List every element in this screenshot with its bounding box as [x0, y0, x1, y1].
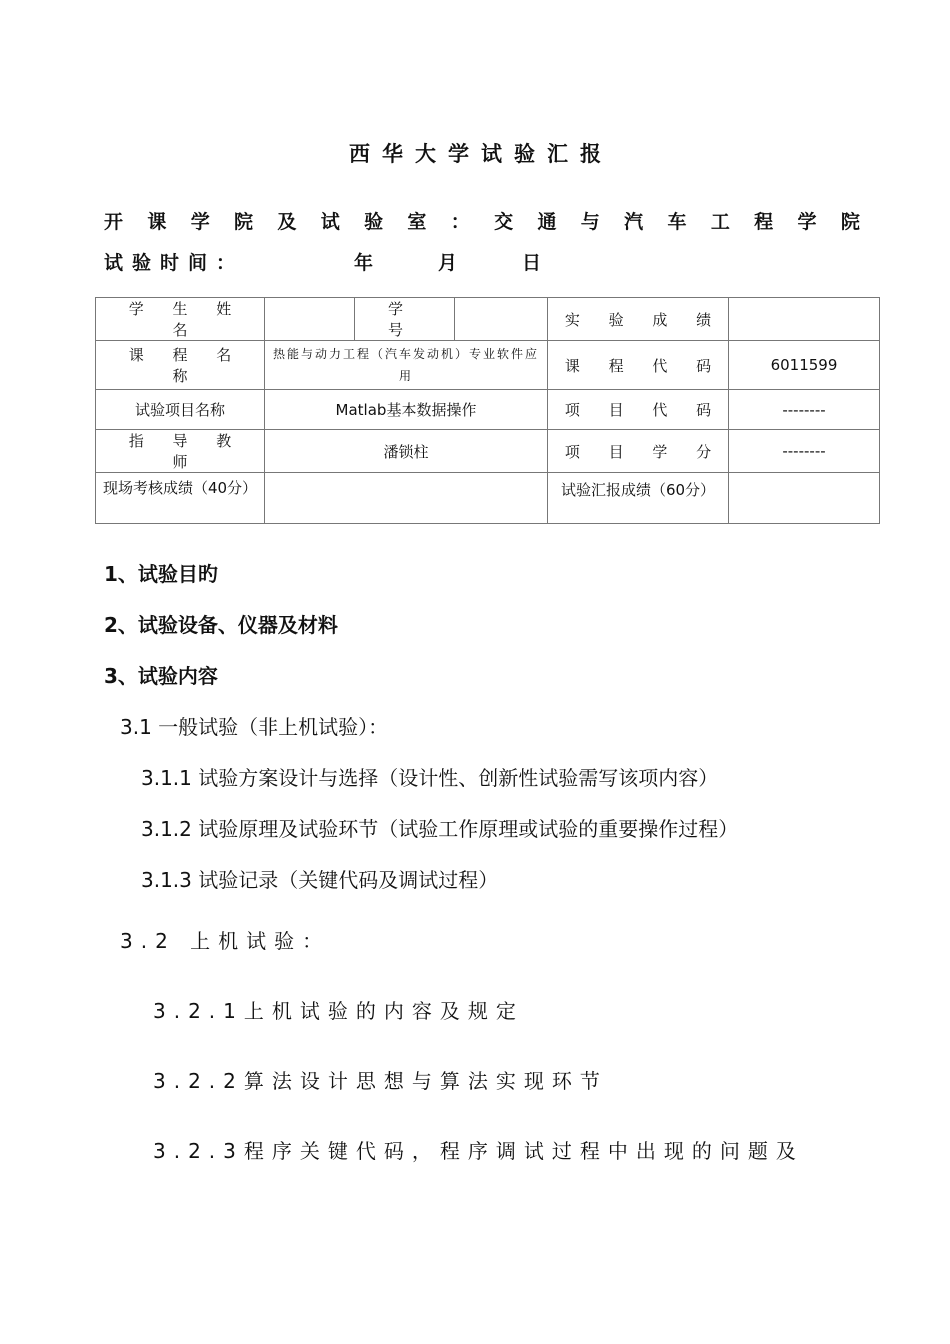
- month-label: 月: [438, 252, 458, 274]
- section-3-1-3-heading: 3.1.3 试验记录（关键代码及调试过程）: [141, 868, 499, 892]
- project-code-value: --------: [729, 390, 880, 430]
- section-3-2-heading: 3.2 上机试验：: [120, 929, 331, 953]
- teacher-label: 指 导 教 师: [96, 430, 265, 473]
- project-credit-label: 项 目 学 分: [548, 430, 729, 473]
- dept-char: 院: [234, 211, 254, 233]
- section-3-heading: 3、试验内容: [104, 664, 218, 688]
- dept-char: 交: [494, 211, 514, 233]
- table-row: [96, 473, 880, 524]
- dept-char: 开: [104, 211, 124, 233]
- grade-label: 实 验 成 绩: [548, 298, 729, 341]
- table-row: [96, 390, 880, 430]
- dept-char: 课: [147, 211, 167, 233]
- student-name-label: 学 生 姓 名: [96, 298, 265, 341]
- section-3-1-heading: 3.1 一般试验（非上机试验）：: [120, 715, 389, 739]
- onsite-score-field[interactable]: [265, 473, 548, 524]
- report-title: 西华大学试验汇报: [349, 142, 613, 166]
- grade-field[interactable]: [729, 298, 880, 341]
- dept-char: 及: [277, 211, 297, 233]
- dept-char: 室: [407, 211, 427, 233]
- section-3-1-1-heading: 3.1.1 试验方案设计与选择（设计性、创新性试验需写该项内容）: [141, 766, 719, 790]
- report-score-field[interactable]: [729, 473, 880, 524]
- info-table: [95, 297, 880, 524]
- teacher-value: 潘锁柱: [265, 430, 548, 473]
- section-2-heading: 2、试验设备、仪器及材料: [104, 613, 338, 637]
- dept-char: 车: [667, 211, 687, 233]
- project-name-label: 试验项目名称: [96, 390, 265, 430]
- dept-char: 程: [754, 211, 774, 233]
- student-id-field[interactable]: [455, 298, 548, 341]
- course-name-value: 热能与动力工程（汽车发动机）专业软件应用: [265, 341, 548, 390]
- section-3-1-2-heading: 3.1.2 试验原理及试验环节（试验工作原理或试验的重要操作过程）: [141, 817, 739, 841]
- onsite-score-label: 现场考核成绩（40分）: [96, 473, 265, 524]
- dept-char: ：: [450, 211, 470, 233]
- table-row: [96, 341, 880, 390]
- year-label: 年: [354, 252, 374, 274]
- student-id-label: 学 号: [355, 298, 455, 341]
- experiment-time-label: 试验时间：: [104, 252, 245, 274]
- report-score-label: 试验汇报成绩（60分）: [548, 473, 729, 524]
- section-3-2-3-heading: 3.2.3程序关键代码，程序调试过程中出现的问题及: [153, 1139, 804, 1163]
- department-line: [104, 207, 860, 234]
- dept-char: 试: [320, 211, 340, 233]
- project-name-value: Matlab基本数据操作: [265, 390, 548, 430]
- dept-char: 汽: [624, 211, 644, 233]
- dept-char: 学: [190, 211, 210, 233]
- dept-char: 与: [580, 211, 600, 233]
- section-3-2-2-heading: 3.2.2算法设计思想与算法实现环节: [153, 1069, 608, 1093]
- dept-char: 验: [364, 211, 384, 233]
- dept-char: 通: [537, 211, 557, 233]
- student-name-field[interactable]: [265, 298, 355, 341]
- day-label: 日: [522, 252, 542, 274]
- section-3-2-1-heading: 3.2.1上机试验的内容及规定: [153, 999, 524, 1023]
- course-name-label: 课 程 名 称: [96, 341, 265, 390]
- course-code-label: 课 程 代 码: [548, 341, 729, 390]
- project-credit-value: --------: [729, 430, 880, 473]
- dept-char: 院: [840, 211, 860, 233]
- dept-char: 工: [710, 211, 730, 233]
- section-1-heading: 1、试验目旳: [104, 562, 218, 586]
- project-code-label: 项 目 代 码: [548, 390, 729, 430]
- course-code-value: 6011599: [729, 341, 880, 390]
- table-row: [96, 298, 880, 341]
- table-row: [96, 430, 880, 473]
- dept-char: 学: [797, 211, 817, 233]
